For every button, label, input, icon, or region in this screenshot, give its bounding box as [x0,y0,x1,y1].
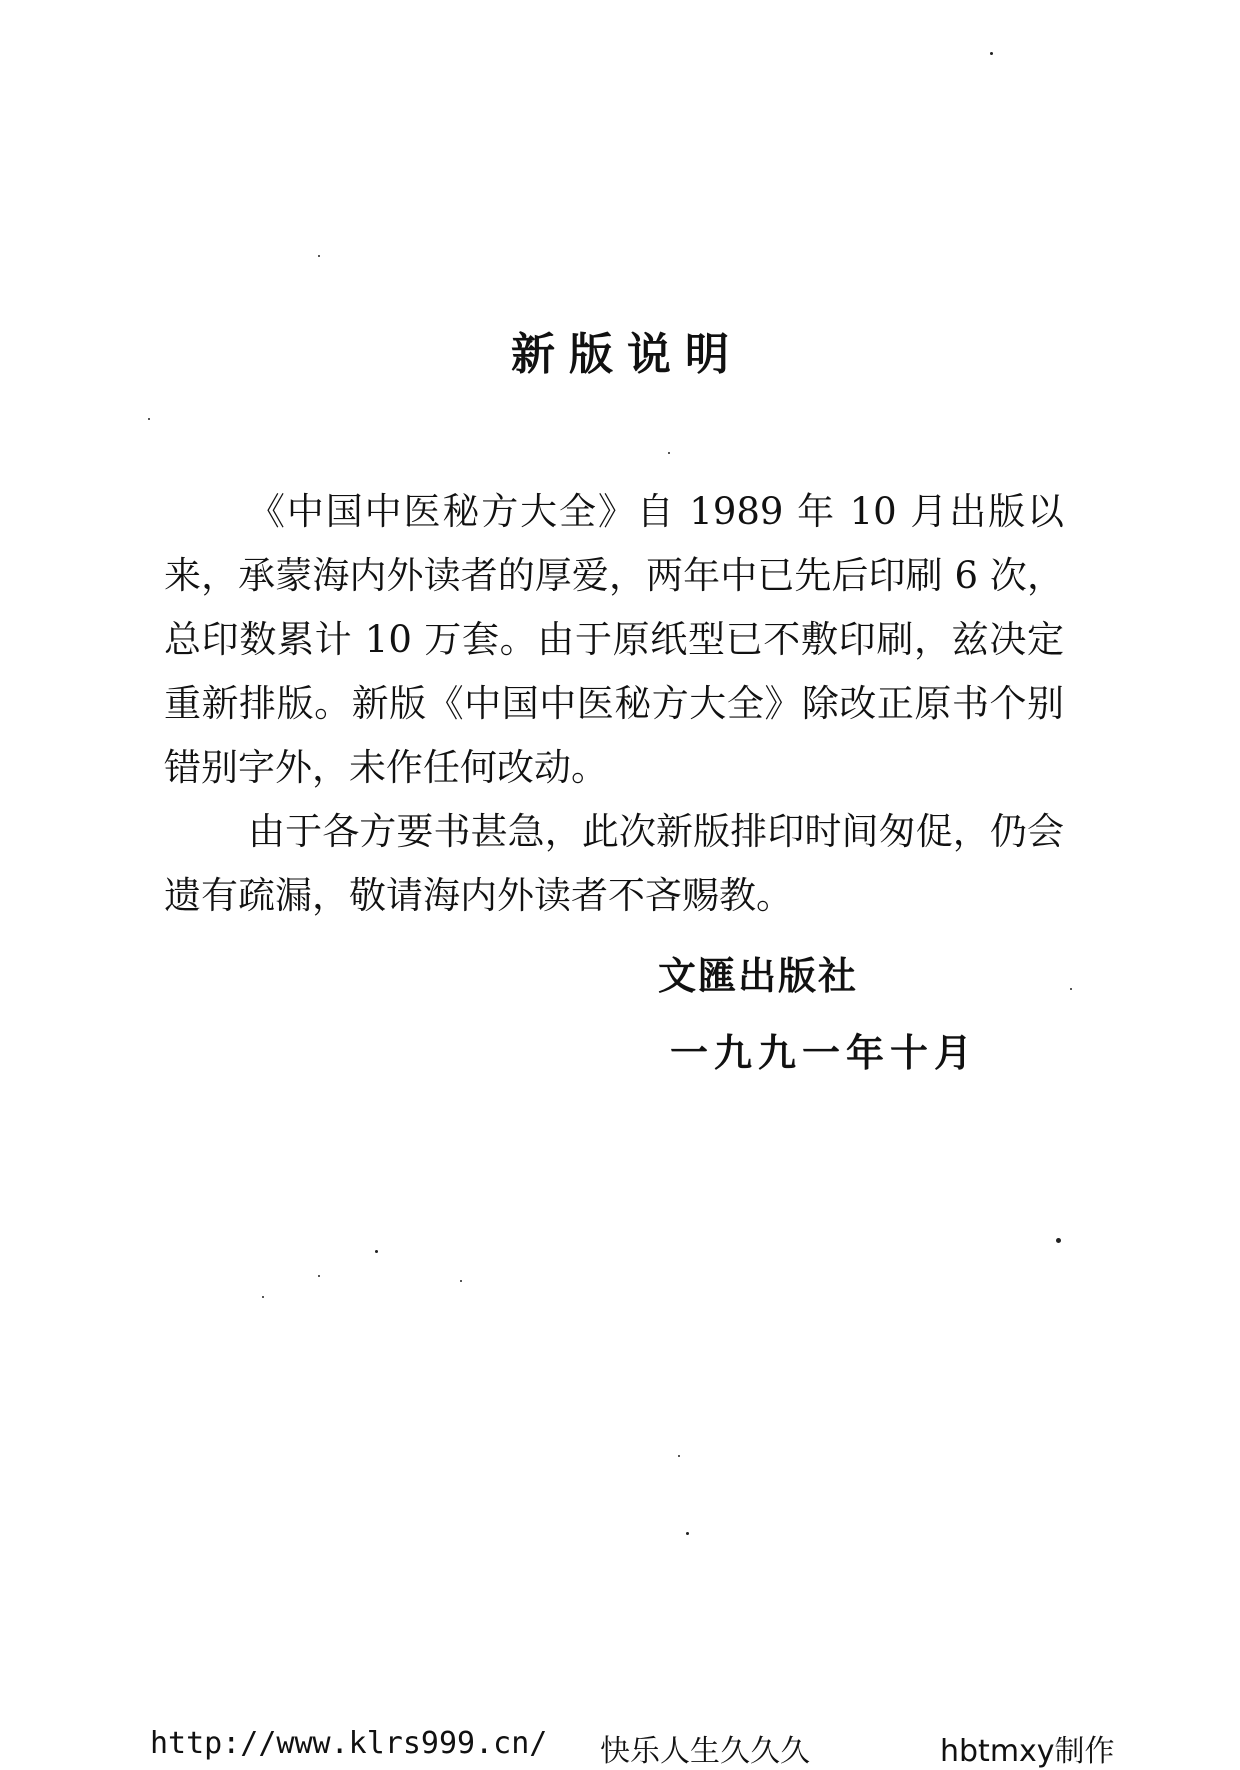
scan-speck [318,255,320,257]
scan-speck [460,1280,462,1282]
scan-speck [375,1250,378,1253]
publication-date: 一九九一年十月 [670,1030,979,1075]
footer-credit: hbtmxy制作 [940,1734,1115,1769]
page-title: 新版说明 [511,329,743,380]
scan-speck [686,1532,689,1535]
scan-speck [990,52,993,55]
footer-slogan: 快乐人生久久久 [600,1734,810,1769]
paragraph: 《中国中医秘方大全》自 1989 年 10 月出版以来，承蒙海内外读者的厚爱，两年中已先后印刷 6 次，总印数累计 10 万套。由于原纸型已不敷印刷，兹决定重新排版。新版《中国中医秘方大全》除改正原书个别错别字外，未作任何改动。 [164,490,1064,789]
scan-speck [1070,988,1072,990]
footer-url: http://www.klrs999.cn/ [150,1726,548,1761]
body-text [164,480,1064,928]
scan-speck [148,418,150,420]
scan-speck [262,1296,264,1298]
paragraph: 由于各方要书甚急，此次新版排印时间匆促，仍会遗有疏漏，敬请海内外读者不吝赐教。 [164,810,1064,917]
scan-speck [668,452,670,454]
publisher-name: 文匯出版社 [658,953,859,998]
scan-speck [1056,1238,1061,1243]
scan-speck [318,1275,320,1277]
scan-speck [678,1455,680,1457]
